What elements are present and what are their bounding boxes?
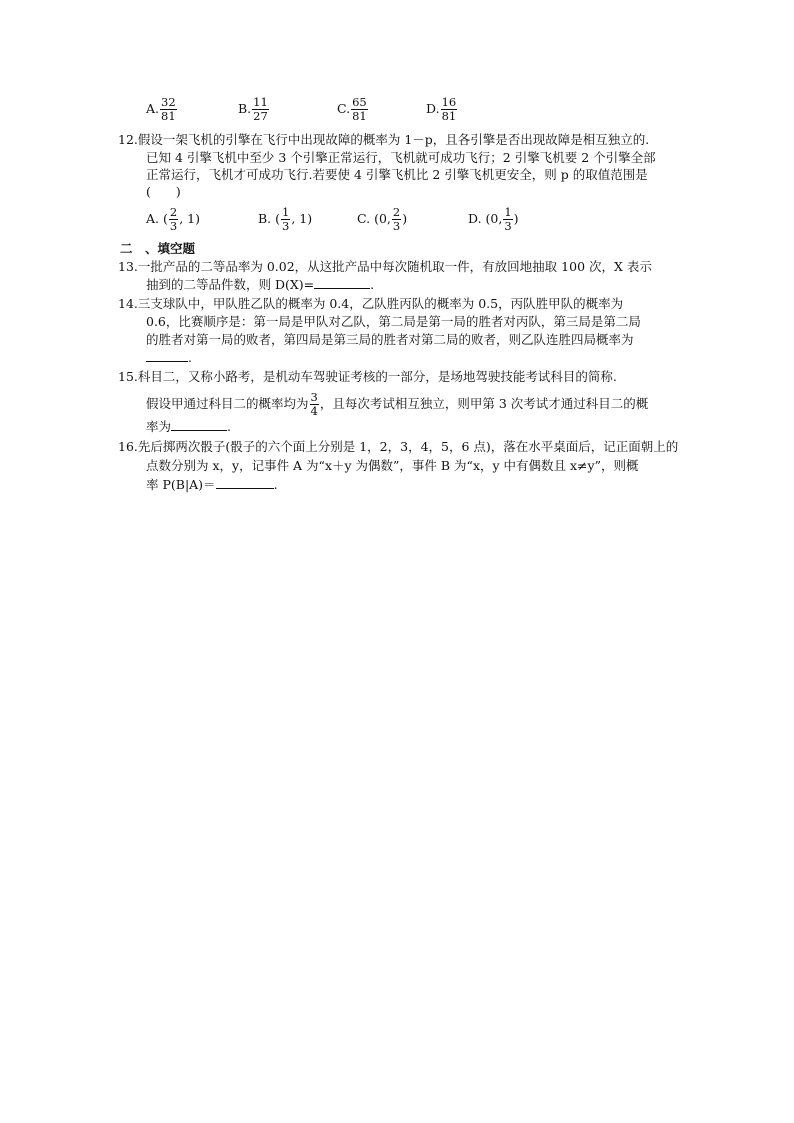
q15-line-2: 假设甲通过科目二的概率均为 $\frac{3}{4}$ ，且每次考试相互独立，则甲第 3 次考试才通过科目二的概 <box>146 390 649 418</box>
fraction: $\frac{32}{81}$ <box>161 95 176 123</box>
answer-blank[interactable] <box>171 418 227 431</box>
q16-line-3: 率 P(B|A)＝ . <box>146 477 278 492</box>
q15-line-3: 率为 . <box>146 419 231 434</box>
q14-line-4: . <box>146 349 192 367</box>
option-label: C. <box>337 101 351 116</box>
q12-line-2: 已知 4 引擎飞机中至少 3 个引擎正常运行，飞机就可成功飞行；2 引擎飞机要 2 个引擎全部 <box>146 150 656 165</box>
answer-blank[interactable] <box>146 349 188 362</box>
q14-line-3: 的胜者对第一局的败者，第四局是第三局的胜者对第二局的败者，则乙队连胜四局概率为 <box>146 332 634 347</box>
q12-line-4: ( ) <box>146 184 181 199</box>
option-label: B. <box>238 101 252 116</box>
q15-line-1: 15.科目二，又称小路考，是机动车驾驶证考核的一部分，是场地驾驶技能考试科目的简称. <box>118 369 617 384</box>
q12-line-1: 12.假设一架飞机的引擎在飞行中出现故障的概率为 1－p，且各引擎是否出现故障是相互独立的. <box>118 132 650 147</box>
section-heading: 二 、填空题 <box>120 241 196 256</box>
fraction: $\frac{2}{3}$ <box>169 205 178 233</box>
fraction: $\frac{16}{81}$ <box>441 95 457 123</box>
q12-option-b: B. ( $\frac{1}{3}$ , 1) <box>258 205 313 233</box>
q12-option-a: A. ( $\frac{2}{3}$ , 1) <box>146 205 200 233</box>
fraction: $\frac{1}{3}$ <box>504 205 512 233</box>
option-label: A. <box>146 101 160 116</box>
q16-line-1: 16.先后掷两次骰子(骰子的六个面上分别是 1，2，3，4，5，6 点)，落在水平桌面后，记正面朝上的 <box>118 439 679 454</box>
answer-blank[interactable] <box>216 476 274 489</box>
q12-option-c: C. (0, $\frac{2}{3}$ ) <box>357 205 408 233</box>
fraction: $\frac{3}{4}$ <box>310 390 318 418</box>
q13-line-2: 抽到的二等品件数，则 D(X)= . <box>146 277 375 292</box>
q11-option-b <box>238 96 270 123</box>
q12-line-3: 正常运行，飞机才可成功飞行.若要使 4 引擎飞机比 2 引擎飞机更安全，则 p 的取值范围是 <box>146 167 648 182</box>
fraction: $\frac{65}{81}$ <box>352 95 367 123</box>
fraction: $\frac{2}{3}$ <box>392 205 401 233</box>
q12-option-d: D. (0, $\frac{1}{3}$ ) <box>468 205 519 233</box>
q14-line-2: 0.6，比赛顺序是：第一局是甲队对乙队，第二局是第一局的胜者对丙队，第三局是第二局 <box>146 314 641 329</box>
fraction: $\frac{1}{3}$ <box>282 205 290 233</box>
answer-blank[interactable] <box>314 276 370 289</box>
fraction: $\frac{11}{27}$ <box>253 95 268 123</box>
q16-line-2: 点数分别为 x，y，记事件 A 为“x＋y 为偶数”，事件 B 为“x，y 中有偶数且 x≠y”，则概 <box>146 458 639 473</box>
q13-line-1: 13.一批产品的二等品率为 0.02，从这批产品中每次随机取一件，有放回地抽取 100 次，X 表示 <box>118 259 652 274</box>
option-label: D. <box>426 101 440 116</box>
q11-option-a <box>146 96 178 123</box>
q11-option-c <box>337 96 369 123</box>
q11-option-d <box>426 96 458 123</box>
q14-line-1: 14.三支球队中，甲队胜乙队的概率为 0.4，乙队胜丙队的概率为 0.5，丙队胜甲队的概率为 <box>118 296 624 311</box>
